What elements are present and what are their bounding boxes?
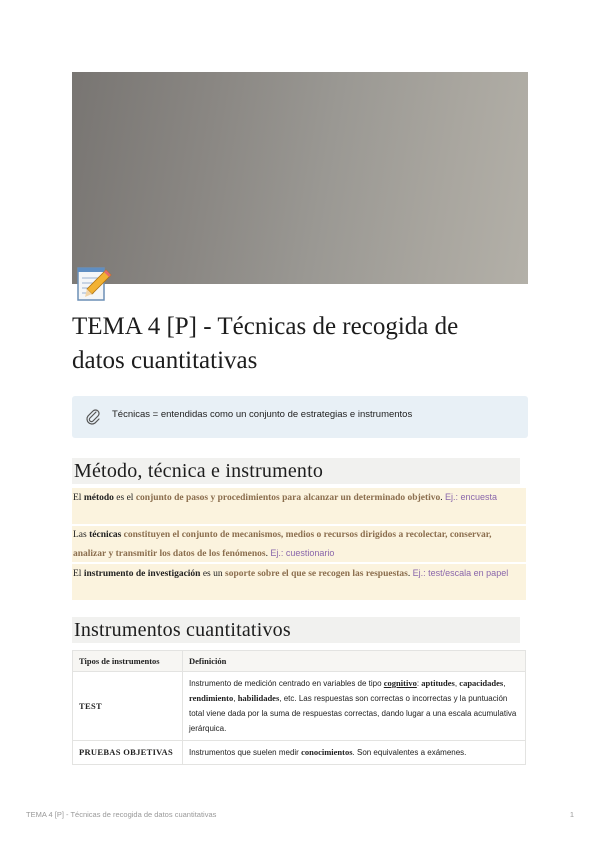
table-cell-definition: Instrumento de medición centrado en variables de tipo cognitivo: aptitudes, capacidades, rendimiento, habilidades, etc. Las respuestas son correctas o incorrectas y la puntuación total viene dada por la suma de respuestas correctas, dando lugar a una escala acumulativa jerárquica. — [183, 672, 526, 741]
table-row — [73, 672, 526, 741]
footer-title: TEMA 4 [P] - Técnicas de recogida de datos cuantitativas — [26, 810, 217, 819]
definition-text: conjunto de pasos y procedimientos para alcanzar un determinado objetivo — [135, 493, 441, 503]
page-footer — [26, 810, 574, 819]
text: . — [407, 569, 413, 579]
memo-pencil-icon — [76, 264, 112, 304]
table-header-cell: Definición — [183, 651, 526, 672]
instruments-table — [72, 650, 526, 765]
example-text: Ej.: encuesta — [445, 492, 498, 502]
section-heading-metodo — [72, 458, 520, 484]
table-header-row — [73, 651, 526, 672]
text: El — [73, 569, 84, 579]
page-title-line-1: TEMA 4 [P] - Técnicas de recogida de — [72, 313, 459, 340]
text: Las — [73, 530, 90, 540]
table-row — [73, 741, 526, 765]
page-title-line-2: datos cuantitativas — [72, 347, 258, 374]
table-cell-type: PRUEBAS OBJETIVAS — [73, 741, 183, 765]
paperclip-icon — [84, 408, 102, 426]
text: es un — [200, 569, 226, 579]
callout-box — [72, 396, 528, 438]
page-number: 1 — [569, 810, 574, 819]
definition-text: soporte sobre el que se recogen las respuestas — [225, 569, 408, 579]
section-heading-text: Instrumentos cuantitativos — [74, 619, 291, 641]
paragraph-tecnicas — [72, 526, 526, 562]
text: es el — [113, 493, 136, 503]
example-text: Ej.: test/escala en papel — [412, 568, 509, 578]
table-cell-type: TEST — [73, 672, 183, 741]
bold-term: método — [83, 493, 114, 503]
example-text: Ej.: cuestionario — [270, 548, 335, 558]
bold-term: técnicas — [89, 530, 122, 540]
section-heading-text: Método, técnica e instrumento — [74, 460, 324, 482]
table-cell-definition: Instrumentos que suelen medir conocimientos. Son equivalentes a exámenes. — [183, 741, 526, 765]
text: . — [440, 493, 446, 503]
cover-image — [72, 72, 528, 284]
text: El — [73, 493, 84, 503]
bold-term: instrumento de investigación — [83, 569, 201, 579]
section-heading-instrumentos — [72, 617, 520, 643]
text: . — [265, 549, 271, 559]
paragraph-metodo — [72, 488, 526, 524]
paragraph-instrumento — [72, 564, 526, 600]
definition-text: constituyen el conjunto de mecanismos, medios o recursos dirigidos a recolectar, conservar, analizar y transmitir los datos de los fenómenos — [73, 530, 492, 559]
table-header-cell: Tipos de instrumentos — [73, 651, 183, 672]
callout-text: Técnicas = entendidas como un conjunto de estrategias e instrumentos — [112, 409, 413, 420]
page-title — [72, 310, 532, 378]
